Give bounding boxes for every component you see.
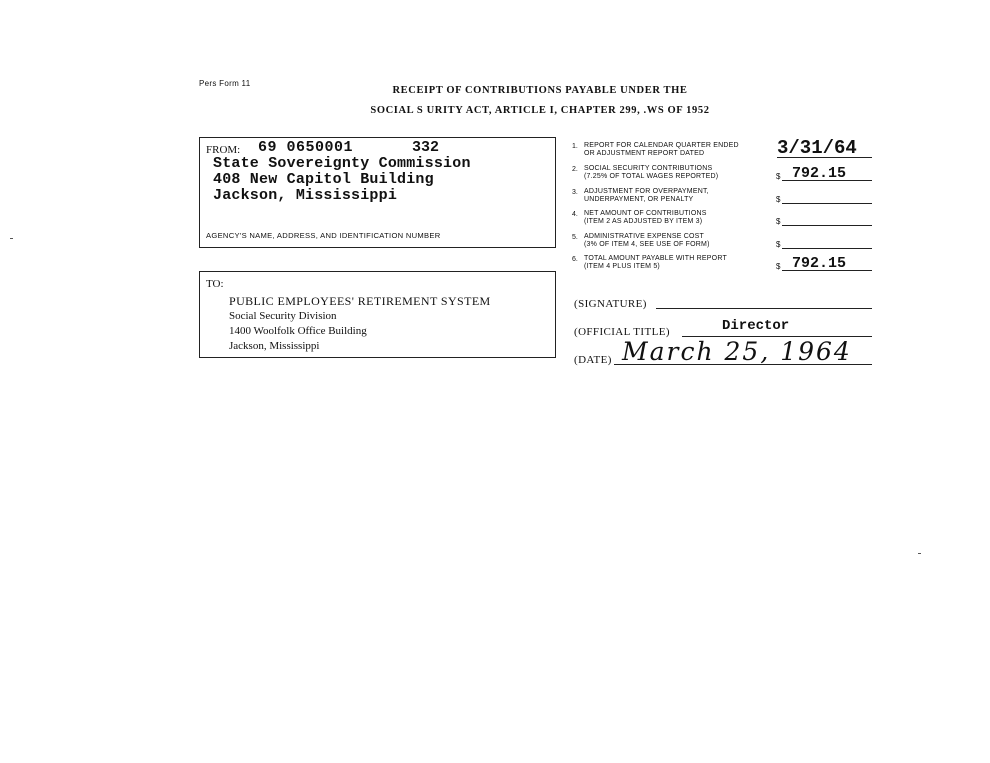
item-number: 4. — [572, 211, 578, 218]
from-box — [199, 137, 556, 248]
agency-address: 408 New Capitol Building — [213, 171, 434, 188]
item-entry-line — [782, 248, 872, 249]
item-label: REPORT FOR CALENDAR QUARTER ENDED OR ADJUSTMENT REPORT DATED — [584, 142, 739, 157]
agency-city: Jackson, Mississippi — [213, 187, 398, 204]
signature-label: (SIGNATURE) — [574, 298, 647, 310]
item-report-quarter — [572, 137, 872, 165]
form-number: Pers Form 11 — [199, 79, 251, 88]
quarter-ended-value: 3/31/64 — [777, 137, 857, 159]
dollar-sign: $ — [776, 262, 781, 271]
scan-speck — [10, 238, 13, 239]
agency-id-suffix: 332 — [412, 139, 440, 156]
date-label: (DATE) — [574, 354, 612, 366]
item-total-payable — [572, 256, 872, 278]
agency-caption: AGENCY'S NAME, ADDRESS, AND IDENTIFICATION NUMBER — [206, 231, 441, 240]
to-label: TO: — [206, 278, 224, 290]
item-label: SOCIAL SECURITY CONTRIBUTIONS (7.25% OF TOTAL WAGES REPORTED) — [584, 165, 719, 180]
dollar-sign: $ — [776, 217, 781, 226]
item-net-amount — [572, 211, 872, 233]
scan-speck — [918, 553, 921, 554]
recipient-division: Social Security Division — [229, 310, 337, 322]
item-adjustment — [572, 189, 872, 211]
recipient-city: Jackson, Mississippi — [229, 340, 320, 352]
item-number: 6. — [572, 256, 578, 263]
item-number: 5. — [572, 234, 578, 241]
item-admin-cost — [572, 234, 872, 256]
recipient-address: 1400 Woolfolk Office Building — [229, 325, 367, 337]
date-value-handwritten: March 25, 1964 — [622, 337, 852, 366]
agency-name: State Sovereignty Commission — [213, 155, 471, 172]
item-contributions — [572, 166, 872, 188]
dollar-sign: $ — [776, 240, 781, 249]
item-entry-line — [782, 225, 872, 226]
item-label: TOTAL AMOUNT PAYABLE WITH REPORT (ITEM 4 PLUS ITEM 5) — [584, 255, 727, 270]
signature-line — [656, 308, 872, 309]
official-title-label: (OFFICIAL TITLE) — [574, 326, 670, 338]
item-label: ADJUSTMENT FOR OVERPAYMENT, UNDERPAYMENT, OR PENALTY — [584, 188, 709, 203]
item-entry-line — [782, 203, 872, 204]
official-title-value: Director — [722, 318, 790, 334]
recipient-name: PUBLIC EMPLOYEES' RETIREMENT SYSTEM — [229, 294, 491, 308]
total-payable-value: 792.15 — [792, 255, 847, 272]
dollar-sign: $ — [776, 172, 781, 181]
item-number: 3. — [572, 189, 578, 196]
form-title-line-1: RECEIPT OF CONTRIBUTIONS PAYABLE UNDER THE — [392, 85, 688, 96]
item-label: NET AMOUNT OF CONTRIBUTIONS (ITEM 2 AS ADJUSTED BY ITEM 3) — [584, 210, 707, 225]
to-box — [199, 271, 556, 358]
from-label: FROM: — [206, 144, 241, 156]
dollar-sign: $ — [776, 195, 781, 204]
item-label: ADMINISTRATIVE EXPENSE COST (3% OF ITEM 4, SEE USE OF FORM) — [584, 233, 710, 248]
item-number: 2. — [572, 166, 578, 173]
item-number: 1. — [572, 143, 578, 150]
form-title-line-2: SOCIAL S URITY ACT, ARTICLE I, CHAPTER 299, .WS OF 1952 — [370, 105, 710, 116]
contributions-value: 792.15 — [792, 165, 847, 182]
agency-id-number: 69 0650001 — [258, 139, 354, 156]
